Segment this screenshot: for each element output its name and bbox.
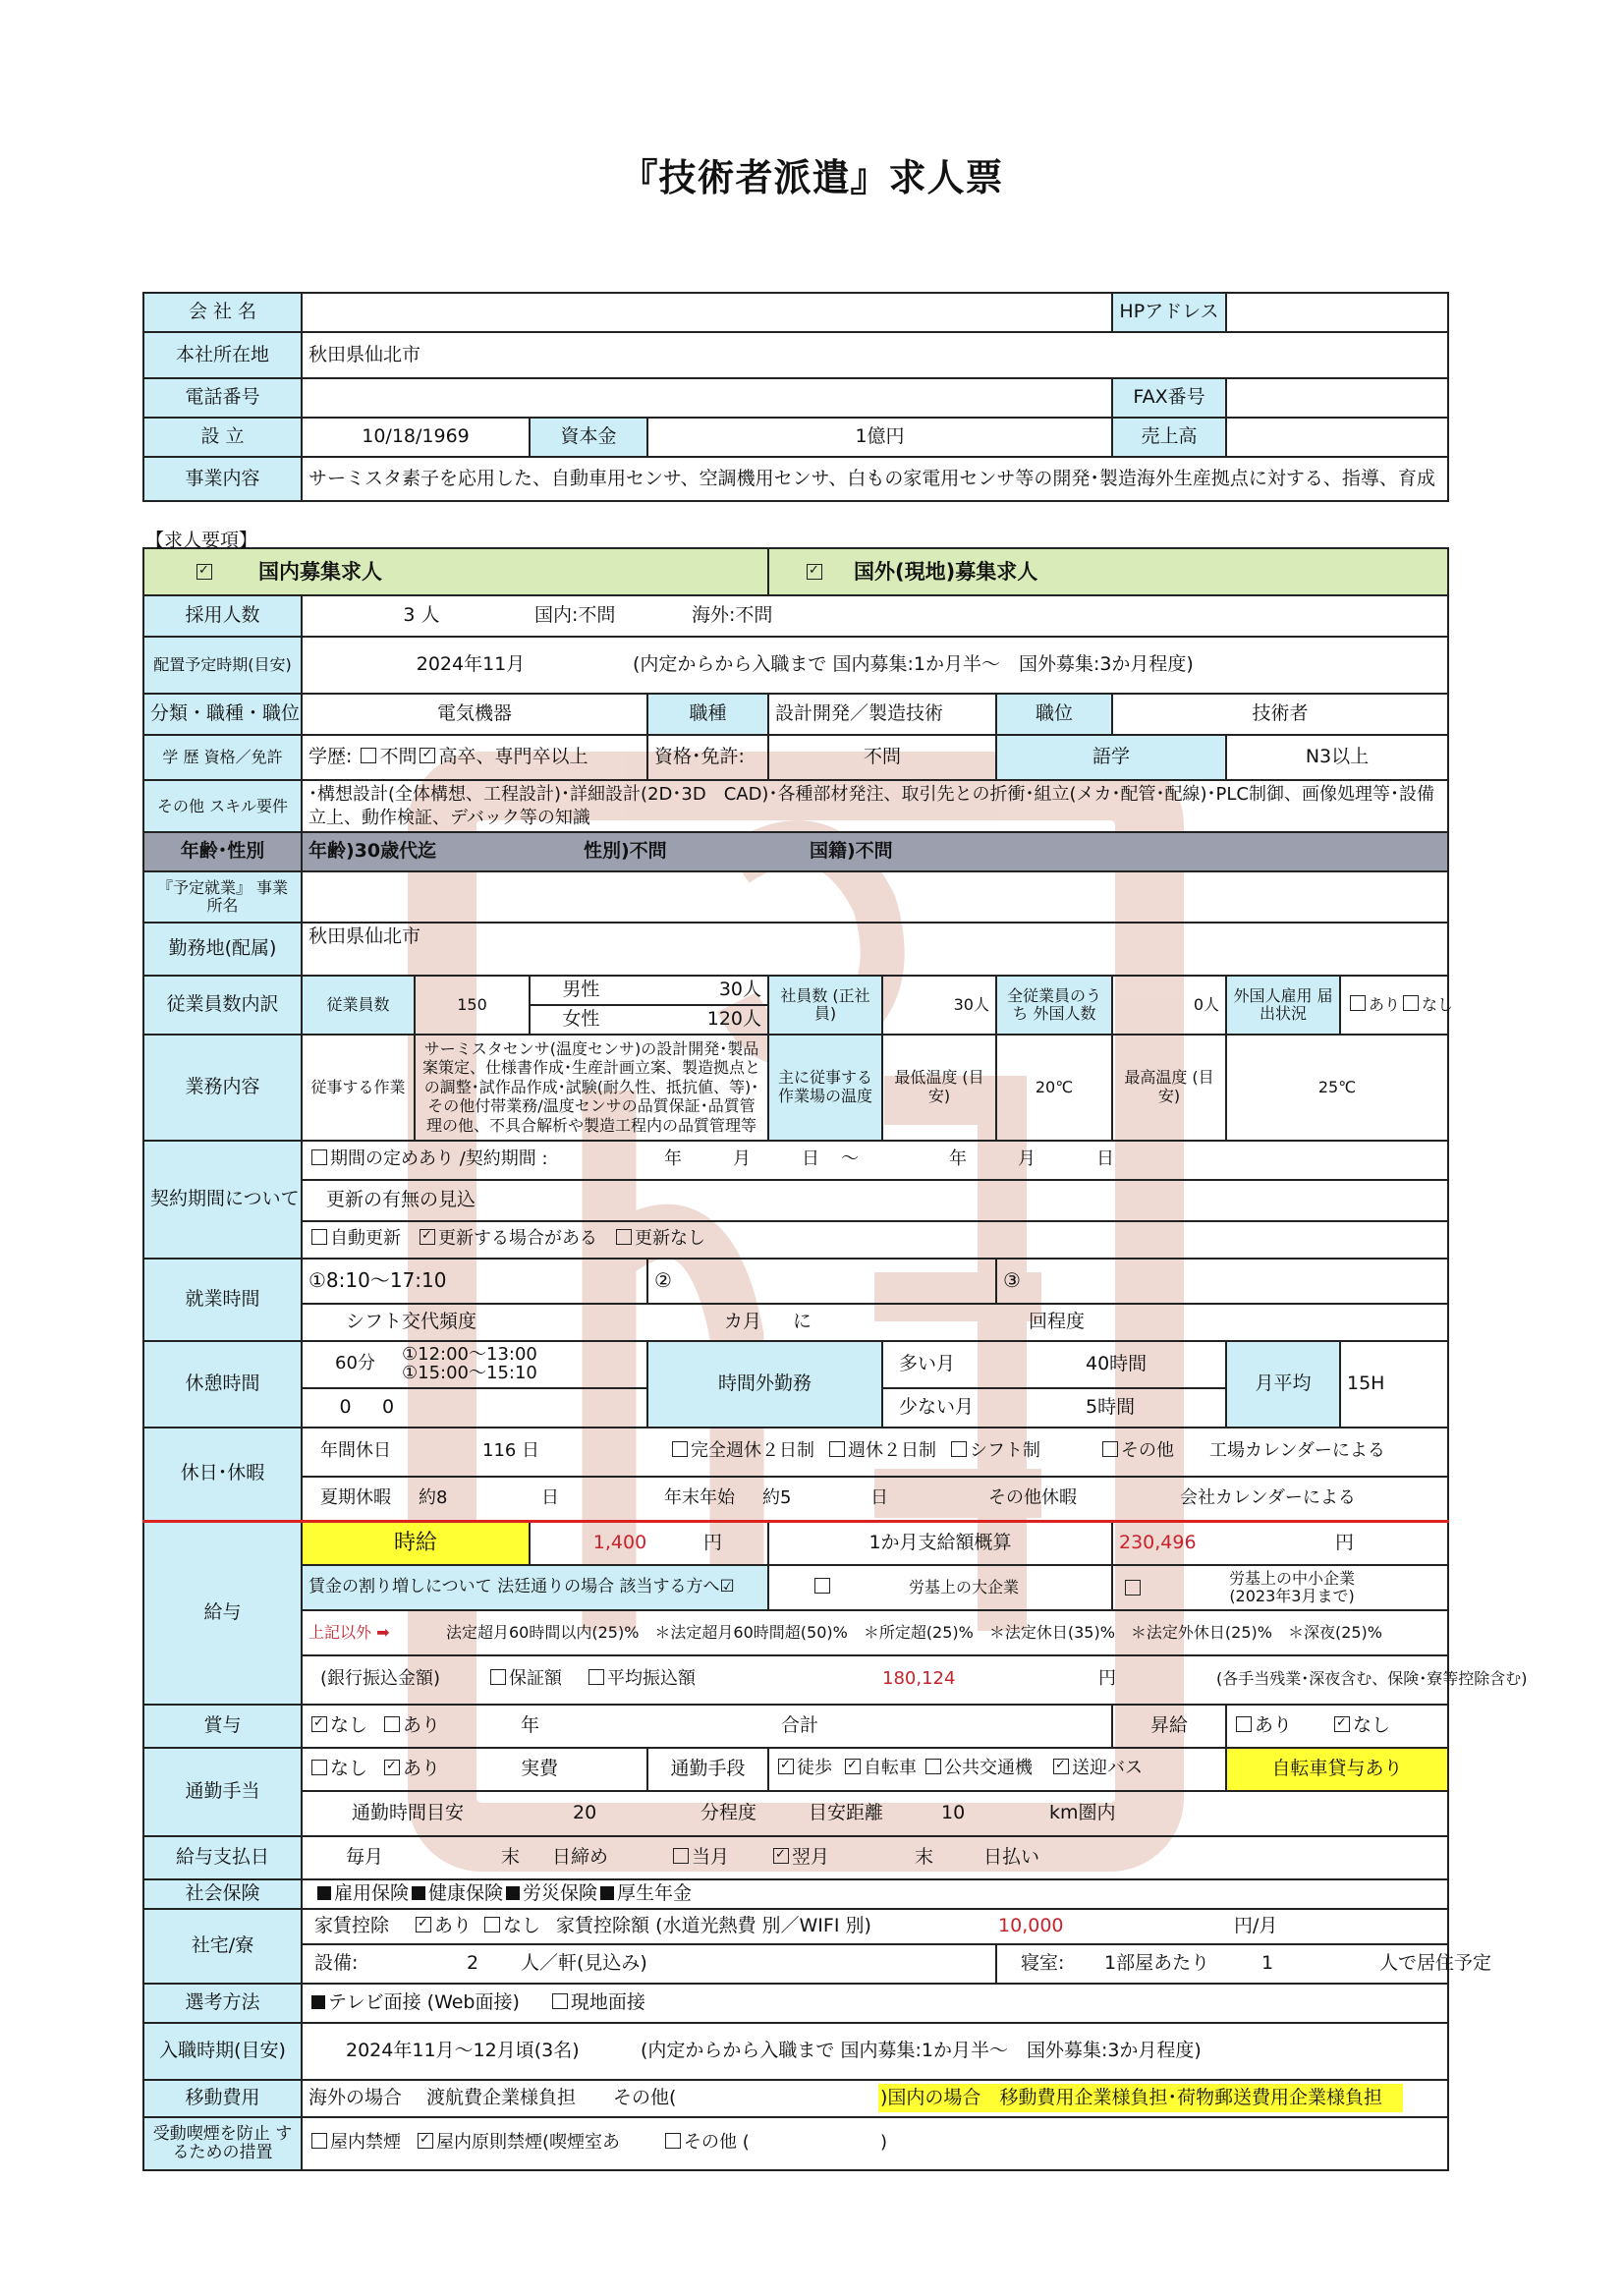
min-temp-label: 最低温度 (目安) bbox=[882, 1035, 996, 1141]
avg-label: 月平均 bbox=[1226, 1341, 1340, 1428]
headcount-row: 3 人 国内:不問 海外:不問 bbox=[302, 595, 1448, 637]
room-row: 寝室: 1部屋あたり 1 人で居住予定 bbox=[996, 1944, 1448, 1984]
renewal-label: 更新の有無の見込 bbox=[302, 1180, 1448, 1221]
raise-yes-checkbox[interactable] bbox=[1236, 1716, 1252, 1732]
hp-label: HPアドレス bbox=[1112, 293, 1226, 332]
section-gap bbox=[143, 501, 1448, 548]
job-type-value: 設計開発／製造技術 bbox=[768, 694, 996, 735]
position-value: 技術者 bbox=[1112, 694, 1448, 735]
bonus-yes-checkbox[interactable] bbox=[384, 1716, 400, 1732]
average-checkbox[interactable] bbox=[588, 1669, 604, 1685]
no-renew-checkbox[interactable] bbox=[616, 1229, 632, 1245]
site-value bbox=[302, 871, 1448, 923]
hours-label: 就業時間 bbox=[143, 1259, 302, 1341]
age-sex-row: 年齢)30歳代迄 性別)不問 国籍)不問 bbox=[302, 832, 1448, 871]
headcount-label: 採用人数 bbox=[143, 595, 302, 637]
shift2-value: ② bbox=[647, 1259, 996, 1304]
small-company: 労基上の中小企業 (2023年3月まで) bbox=[1112, 1565, 1448, 1610]
other-holiday-checkbox[interactable] bbox=[1102, 1441, 1118, 1457]
foreign-report-label: 外国人雇用 届出状況 bbox=[1226, 976, 1340, 1035]
phone-label: 電話番号 bbox=[143, 378, 302, 418]
position-label: 職位 bbox=[996, 694, 1112, 735]
monthly-cell: 230,496 円 bbox=[1112, 1522, 1448, 1565]
foreign-value: 0人 bbox=[1112, 976, 1226, 1035]
avg-value: 15H bbox=[1340, 1341, 1448, 1428]
education-value: 学歴: 不問✓ 高卒、専門卒以上 bbox=[302, 735, 647, 780]
bonus-none-checkbox[interactable] bbox=[311, 1716, 327, 1732]
category-value: 電気機器 bbox=[302, 694, 647, 735]
shift-checkbox[interactable] bbox=[951, 1441, 967, 1457]
renewal-options: 自動更新✓ 更新する場合がある 更新なし bbox=[302, 1221, 1448, 1259]
placement-label: 配置予定時期(目安) bbox=[143, 637, 302, 694]
foreign-label: 全従業員のうち 外国人数 bbox=[996, 976, 1112, 1035]
contract-label: 契約期間について bbox=[143, 1141, 302, 1259]
employees-label: 従業員数内訳 bbox=[143, 976, 302, 1035]
moving-row: 海外の場合 渡航費企業様負担 その他( )国内の場合 移動費用企業様負担･荷物郵送費用企業様負担 bbox=[302, 2080, 1448, 2117]
company-name-value bbox=[302, 293, 1112, 332]
fax-value bbox=[1226, 378, 1448, 418]
bonus-label: 賞与 bbox=[143, 1705, 302, 1748]
premium-label: 賃金の割り増しについて 法廷通りの場合 該当する方へ☑ bbox=[302, 1565, 768, 1610]
overtime-label: 時間外勤務 bbox=[647, 1341, 882, 1428]
raise-row: あり✓ なし bbox=[1226, 1705, 1448, 1748]
overtime-low: 少ない月 5時間 bbox=[882, 1388, 1226, 1428]
selection-label: 選考方法 bbox=[143, 1984, 302, 2023]
raise-label: 昇給 bbox=[1112, 1705, 1226, 1748]
walk-checkbox[interactable] bbox=[778, 1759, 794, 1774]
smoking-label: 受動喫煙を防止 するための措置 bbox=[143, 2117, 302, 2170]
gender-breakdown: 男性 30人 女性 120人 bbox=[530, 976, 768, 1035]
rotation-row: シフト交代頻度 カ月 に 回程度 bbox=[302, 1304, 1448, 1341]
start-label: 入職時期(目安) bbox=[143, 2023, 302, 2080]
shift1-value: ①8:10～17:10 bbox=[302, 1259, 647, 1304]
facility-row: 設備: 2 人／軒(見込み) bbox=[302, 1944, 996, 1984]
capital-label: 資本金 bbox=[530, 418, 647, 457]
site-interview-checkbox[interactable] bbox=[552, 1993, 568, 2009]
sales-value bbox=[1226, 418, 1448, 457]
commute-label: 通勤手当 bbox=[143, 1748, 302, 1836]
insurance-row: 雇用保険 健康保険 労災保険 厚生年金 bbox=[302, 1879, 1448, 1909]
skills-value: ･構想設計(全体構想、工程設計)･詳細設計(2D･3D CAD)･各種部材発注、取引先との折衝･組立(メカ･配管･配線)･PLC制御、画像処理等･設備立上、動作検証、デバック等の知識 bbox=[302, 780, 1448, 832]
edu-any-checkbox[interactable] bbox=[361, 748, 376, 763]
domestic-header: ✓国内募集求人 bbox=[143, 548, 768, 595]
leave-row: 夏期休暇 約8 日 年末年始 約5 日 その他休暇 会社カレンダーによる bbox=[302, 1477, 1448, 1522]
monthly-label: 1か月支給額概算 bbox=[768, 1522, 1112, 1565]
phone-value bbox=[302, 378, 1112, 418]
workplace-label: 勤務地(配属) bbox=[143, 923, 302, 976]
break-label: 休憩時間 bbox=[143, 1341, 302, 1428]
means-options: ✓ 徒歩✓ 自転車 公共交通機✓ 送迎バス bbox=[768, 1748, 1226, 1791]
full-weekly2-checkbox[interactable] bbox=[672, 1441, 688, 1457]
bonus-row: ✓ なし あり 年 合計 bbox=[302, 1705, 1112, 1748]
overtime-high: 多い月 40時間 bbox=[882, 1341, 1226, 1388]
auto-renew-checkbox[interactable] bbox=[311, 1229, 327, 1245]
raise-no-checkbox[interactable] bbox=[1334, 1716, 1350, 1732]
weekly2-checkbox[interactable] bbox=[829, 1441, 845, 1457]
min-temp-value: 20℃ bbox=[996, 1035, 1112, 1141]
business-label: 事業内容 bbox=[143, 457, 302, 501]
bus-checkbox[interactable] bbox=[1053, 1759, 1069, 1774]
employee-count-value: 150 bbox=[415, 976, 530, 1035]
break-zero-row: 0 0 bbox=[302, 1388, 647, 1428]
holidays-label: 休日･休暇 bbox=[143, 1428, 302, 1522]
placement-row: 2024年11月 (内定からから入職まで 国内募集:1か月半～ 国外募集:3か月程度) bbox=[302, 637, 1448, 694]
maybe-renew-checkbox[interactable] bbox=[420, 1229, 435, 1245]
regular-value: 30人 bbox=[882, 976, 996, 1035]
language-label: 語学 bbox=[996, 735, 1226, 780]
work-label: 業務内容 bbox=[143, 1035, 302, 1141]
address-label: 本社所在地 bbox=[143, 332, 302, 378]
age-sex-label: 年齢･性別 bbox=[143, 832, 302, 871]
category-label: 分類・職種・職位 bbox=[143, 694, 302, 735]
public-checkbox[interactable] bbox=[925, 1759, 941, 1774]
commute-none-checkbox[interactable] bbox=[311, 1760, 327, 1775]
page-title: 『技術者派遣』求人票 bbox=[620, 156, 1004, 199]
means-label: 通勤手段 bbox=[647, 1748, 768, 1791]
indoor-ban-checkbox[interactable] bbox=[311, 2133, 327, 2149]
address-value: 秋田県仙北市 bbox=[302, 332, 1448, 378]
salary-label: 給与 bbox=[143, 1522, 302, 1705]
smoking-row: 屋内禁煙✓ 屋内原則禁煙(喫煙室あ その他 ( ) bbox=[302, 2117, 1448, 2170]
rent-yes-checkbox[interactable] bbox=[416, 1917, 431, 1932]
bike-checkbox[interactable] bbox=[845, 1759, 861, 1774]
workplace-value: 秋田県仙北市 bbox=[302, 923, 1448, 976]
contract-period-row: 期間の定めあり /契約期間 : 年 月 日 ～ 年 月 日 bbox=[302, 1141, 1448, 1180]
founded-label: 設 立 bbox=[143, 418, 302, 457]
housing-label: 社宅/寮 bbox=[143, 1909, 302, 1984]
site-label: 『予定就業』 事業所名 bbox=[143, 871, 302, 923]
overseas-header: ✓ 国外(現地)募集求人 bbox=[768, 548, 1448, 595]
license-value: 不問 bbox=[768, 735, 996, 780]
job-type-label: 職種 bbox=[647, 694, 768, 735]
commute-time-row: 通勤時間目安 20 分程度 目安距離 10 km圏内 bbox=[302, 1791, 1448, 1836]
temp-label: 主に従事する 作業場の温度 bbox=[768, 1035, 882, 1141]
annual-holiday-row: 年間休日 116 日 完全週休２日制 週休２日制 シフト制 その他 工場カレンダーによる bbox=[302, 1428, 1448, 1477]
job-form bbox=[142, 292, 1528, 2171]
start-row: 2024年11月～12月頃(3名) (内定からから入職まで 国内募集:1か月半～ 国外募集:3か月程度) bbox=[302, 2023, 1448, 2080]
foreign-yes-checkbox[interactable] bbox=[1350, 995, 1366, 1011]
rent-no-checkbox[interactable] bbox=[484, 1917, 500, 1932]
foreign-no-checkbox[interactable] bbox=[1403, 995, 1419, 1011]
insurance-label: 社会保険 bbox=[143, 1879, 302, 1909]
fax-label: FAX番号 bbox=[1112, 378, 1226, 418]
hp-value bbox=[1226, 293, 1448, 332]
max-temp-label: 最高温度 (目安) bbox=[1112, 1035, 1226, 1141]
overseas-checkbox[interactable] bbox=[807, 564, 822, 580]
commute-yes-checkbox[interactable] bbox=[384, 1760, 400, 1775]
next-month-checkbox[interactable] bbox=[773, 1848, 789, 1864]
bike-lend-note: 自転車貸与あり bbox=[1226, 1748, 1448, 1791]
language-value: N3以上 bbox=[1226, 735, 1448, 780]
task-value: サーミスタセンサ(温度センサ)の設計開発･製品案策定、仕様書作成･生産計画立案、製造拠点との調整･試作品作成･試験(耐久性、抵抗値、等)･その他付帯業務/温度センサの品質保証･品質管理の他、不具合解析や製造工程内の品質管理等 bbox=[415, 1035, 768, 1141]
founded-value: 10/18/1969 bbox=[302, 418, 530, 457]
small-company-checkbox[interactable] bbox=[1125, 1580, 1141, 1596]
company-name-label: 会 社 名 bbox=[143, 293, 302, 332]
large-company-checkbox[interactable] bbox=[814, 1578, 830, 1594]
bank-row: (銀行振込金額) 保証額 平均振込額 180,124 円 (各手当残業･深夜含む、保険･寮等控除含む) bbox=[302, 1655, 1448, 1705]
selection-row: テレビ面接 (Web面接) 現地面接 bbox=[302, 1984, 1448, 2023]
fixed-term-checkbox[interactable] bbox=[311, 1149, 327, 1165]
break-times: 60分 ①12:00～13:00 ①15:00～15:10 bbox=[302, 1341, 647, 1388]
skills-label: その他 スキル要件 bbox=[143, 780, 302, 832]
education-label: 学 歴 資格／免許 bbox=[143, 735, 302, 780]
foreign-report-value: あり なし bbox=[1340, 976, 1448, 1035]
hourly-label: 時給 bbox=[302, 1522, 530, 1565]
indoor-rule-checkbox[interactable] bbox=[418, 2133, 433, 2149]
domestic-checkbox[interactable] bbox=[196, 564, 212, 580]
edu-highschool-checkbox[interactable] bbox=[420, 748, 435, 763]
business-value: サーミスタ素子を応用した、自動車用センサ、空調機用センサ、白もの家電用センサ等の開発･製造海外生産拠点に対する、指導、育成 bbox=[302, 457, 1448, 501]
payday-row: 毎月 末 日締め 当月✓ 翌月 末 日払い bbox=[302, 1836, 1448, 1879]
rent-row: 家賃控除✓ あり なし 家賃控除額 (水道光熱費 別／WIFI 別) 10,000 円/月 bbox=[302, 1909, 1448, 1944]
commute-allowance: なし✓ あり 実費 bbox=[302, 1748, 647, 1791]
employee-count-label: 従業員数 bbox=[302, 976, 415, 1035]
license-label: 資格･免許: bbox=[647, 735, 768, 780]
payday-label: 給与支払日 bbox=[143, 1836, 302, 1879]
regular-label: 社員数 (正社員) bbox=[768, 976, 882, 1035]
large-company: 労基上の大企業 bbox=[768, 1565, 1112, 1610]
max-temp-value: 25℃ bbox=[1226, 1035, 1448, 1141]
section-label: 【求人要項】 bbox=[145, 530, 258, 551]
smoking-other-checkbox[interactable] bbox=[665, 2133, 681, 2149]
this-month-checkbox[interactable] bbox=[673, 1848, 689, 1864]
hourly-cell: 1,400 円 bbox=[530, 1522, 768, 1565]
except-row: 上記以外 ➡ 法定超月60時間以内(25)% ＊法定超月60時間超(50)% ＊所定超(25)% ＊法定休日(35)% ＊法定外休日(25)% ＊深夜(25)% bbox=[302, 1610, 1448, 1655]
guaranteed-checkbox[interactable] bbox=[490, 1669, 506, 1685]
capital-value: 1億円 bbox=[647, 418, 1112, 457]
task-label: 従事する作業 bbox=[302, 1035, 415, 1141]
shift3-value: ③ bbox=[996, 1259, 1448, 1304]
sales-label: 売上高 bbox=[1112, 418, 1226, 457]
moving-label: 移動費用 bbox=[143, 2080, 302, 2117]
